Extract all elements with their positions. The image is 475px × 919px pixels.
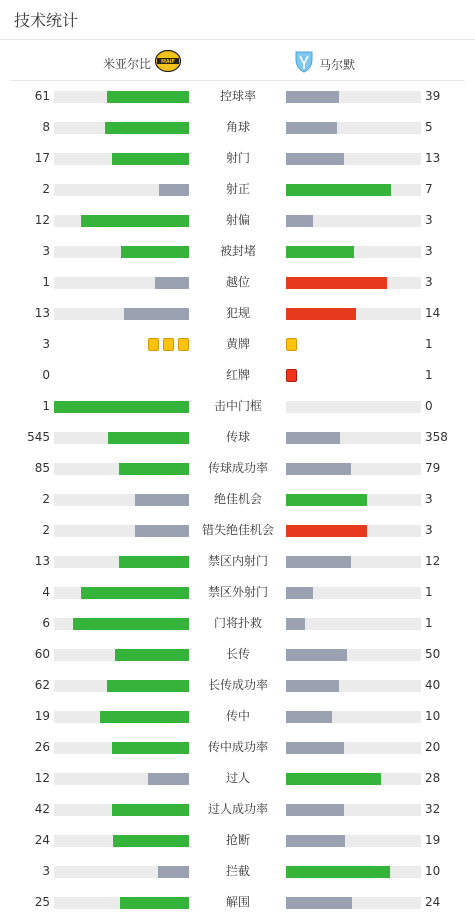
home-value: 26: [34, 740, 50, 754]
away-bar-fill: [286, 184, 391, 196]
stat-row: [0, 298, 475, 329]
away-value: 1: [425, 585, 433, 599]
home-bar-track: [54, 649, 189, 661]
away-bar-fill: [286, 556, 351, 568]
home-bar-fill: [159, 184, 189, 196]
away-bar-track: [286, 463, 421, 475]
home-value: 4: [42, 585, 50, 599]
away-bar-fill: [286, 866, 390, 878]
stat-label: 过人: [225, 771, 250, 785]
stat-label: 抢断: [225, 833, 250, 847]
away-value: 13: [425, 151, 441, 165]
away-bar-fill: [286, 711, 332, 723]
home-bar-track: [54, 587, 189, 599]
yellow-card-icon: [286, 338, 297, 351]
home-value: 2: [42, 523, 50, 537]
away-value: 12: [425, 554, 441, 568]
away-value: 20: [425, 740, 441, 754]
away-bar-fill: [286, 215, 313, 227]
away-bar-fill: [286, 835, 345, 847]
home-bar-fill: [115, 649, 189, 661]
away-bar-track: [286, 649, 421, 661]
away-value: 0: [425, 399, 433, 413]
stat-row: [0, 701, 475, 732]
home-bar-track: [54, 618, 189, 630]
home-bar-track: [54, 215, 189, 227]
stat-row: [0, 329, 475, 360]
away-bar-track: [286, 587, 421, 599]
stat-row: [0, 453, 475, 484]
away-bar-fill: [286, 804, 344, 816]
away-bar-track: [286, 432, 421, 444]
stat-row: [0, 360, 475, 391]
stat-row: [0, 391, 475, 422]
stat-row: [0, 143, 475, 174]
home-bar-fill: [81, 215, 189, 227]
away-bar-track: [286, 556, 421, 568]
away-bar-fill: [286, 897, 352, 909]
mjallby-badge-text: MAIF: [160, 59, 176, 65]
away-bar-track: [286, 122, 421, 134]
stat-row: [0, 577, 475, 608]
away-value: 1: [425, 368, 433, 382]
away-bar-track: [286, 277, 421, 289]
away-bar-track: [286, 742, 421, 754]
stat-label: 黄牌: [225, 337, 250, 351]
stat-row: [0, 608, 475, 639]
home-bar-track: [54, 91, 189, 103]
home-bar-fill: [112, 153, 189, 165]
away-cards: [286, 338, 297, 351]
yellow-card-icon: [178, 338, 189, 351]
stat-label: 传中成功率: [207, 740, 268, 754]
away-bar-fill: [286, 742, 344, 754]
stat-row: [0, 670, 475, 701]
home-bar-track: [54, 711, 189, 723]
away-bar-track: [286, 246, 421, 258]
away-bar-fill: [286, 308, 356, 320]
away-value: 5: [425, 120, 433, 134]
home-value: 0: [42, 368, 50, 382]
away-value: 3: [425, 523, 433, 537]
home-value: 8: [42, 120, 50, 134]
stat-row: [0, 422, 475, 453]
stat-label: 解围: [225, 895, 250, 909]
away-value: 3: [425, 275, 433, 289]
home-team-name: 米亚尔比: [102, 56, 151, 71]
home-team[interactable]: [103, 50, 181, 76]
away-bar-track: [286, 401, 421, 413]
home-bar-track: [54, 308, 189, 320]
home-value: 12: [34, 213, 50, 227]
home-bar-track: [54, 122, 189, 134]
away-bar-track: [286, 308, 421, 320]
away-bar-fill: [286, 463, 351, 475]
stat-label: 绝佳机会: [213, 492, 262, 506]
away-bar-fill: [286, 618, 305, 630]
away-bar-fill: [286, 773, 381, 785]
home-bar-track: [54, 184, 189, 196]
stat-label: 传球: [225, 430, 250, 444]
home-value: 42: [34, 802, 50, 816]
home-value: 1: [42, 275, 50, 289]
away-bar-track: [286, 804, 421, 816]
home-value: 17: [34, 151, 50, 165]
stat-row: [0, 825, 475, 856]
stat-label: 传中: [225, 709, 250, 723]
stat-label: 射偏: [225, 213, 250, 227]
away-bar-track: [286, 215, 421, 227]
stat-row: [0, 856, 475, 887]
away-value: 79: [425, 461, 441, 475]
stat-label: 红牌: [225, 368, 250, 382]
away-value: 3: [425, 492, 433, 506]
home-value: 62: [34, 678, 50, 692]
away-bar-fill: [286, 494, 367, 506]
away-bar-track: [286, 525, 421, 537]
mjallby-badge-icon: [155, 50, 181, 76]
away-bar-fill: [286, 587, 313, 599]
stat-label: 犯规: [225, 306, 250, 320]
away-value: 50: [425, 647, 441, 661]
away-bar-track: [286, 91, 421, 103]
stat-label: 长传: [225, 647, 250, 661]
stat-label: 禁区外射门: [207, 585, 268, 599]
away-value: 3: [425, 244, 433, 258]
home-bar-fill: [113, 835, 189, 847]
home-bar-fill: [107, 91, 189, 103]
home-bar-track: [54, 835, 189, 847]
home-bar-track: [54, 742, 189, 754]
home-bar-fill: [119, 463, 189, 475]
away-value: 1: [425, 337, 433, 351]
home-bar-fill: [135, 494, 189, 506]
home-value: 25: [34, 895, 50, 909]
away-value: 7: [425, 182, 433, 196]
home-bar-track: [54, 773, 189, 785]
away-bar-track: [286, 835, 421, 847]
home-value: 13: [34, 306, 50, 320]
home-value: 3: [42, 244, 50, 258]
stat-row: [0, 887, 475, 918]
stat-row: [0, 639, 475, 670]
home-value: 12: [34, 771, 50, 785]
away-value: 28: [425, 771, 441, 785]
away-value: 10: [425, 709, 441, 723]
stat-label: 控球率: [219, 89, 256, 103]
stat-label: 越位: [225, 275, 250, 289]
away-cards: [286, 369, 297, 382]
home-bar-fill: [158, 866, 189, 878]
home-bar-track: [54, 463, 189, 475]
stat-row: [0, 267, 475, 298]
home-bar-track: [54, 432, 189, 444]
yellow-card-icon: [163, 338, 174, 351]
home-bar-fill: [100, 711, 189, 723]
home-value: 13: [34, 554, 50, 568]
away-value: 39: [425, 89, 441, 103]
yellow-card-icon: [148, 338, 159, 351]
home-bar-fill: [120, 897, 189, 909]
away-bar-fill: [286, 277, 387, 289]
home-bar-track: [54, 556, 189, 568]
home-bar-track: [54, 897, 189, 909]
stat-row: [0, 763, 475, 794]
stat-label: 错失绝佳机会: [201, 523, 274, 537]
home-bar-fill: [124, 308, 189, 320]
stats-list: [0, 81, 475, 918]
home-value: 1: [42, 399, 50, 413]
away-bar-fill: [286, 246, 354, 258]
stat-row: [0, 546, 475, 577]
away-bar-track: [286, 618, 421, 630]
home-bar-track: [54, 277, 189, 289]
away-bar-fill: [286, 432, 340, 444]
stat-row: [0, 515, 475, 546]
home-bar-track: [54, 153, 189, 165]
stat-row: [0, 732, 475, 763]
home-value: 24: [34, 833, 50, 847]
away-bar-fill: [286, 122, 337, 134]
home-bar-fill: [119, 556, 189, 568]
away-bar-track: [286, 711, 421, 723]
home-bar-track: [54, 804, 189, 816]
red-card-icon: [286, 369, 297, 382]
home-value: 3: [42, 864, 50, 878]
stat-row: [0, 112, 475, 143]
away-bar-track: [286, 184, 421, 196]
stat-label: 过人成功率: [207, 802, 268, 816]
stat-label: 拦截: [225, 864, 250, 878]
away-bar-fill: [286, 680, 339, 692]
stat-label: 击中门框: [213, 399, 262, 413]
away-value: 32: [425, 802, 441, 816]
home-value: 61: [34, 89, 50, 103]
away-bar-fill: [286, 91, 339, 103]
home-bar-fill: [107, 680, 189, 692]
stat-row: [0, 81, 475, 112]
stat-row: [0, 484, 475, 515]
home-bar-fill: [155, 277, 189, 289]
away-bar-fill: [286, 649, 347, 661]
stat-label: 被封堵: [219, 244, 256, 258]
home-bar-fill: [54, 401, 189, 413]
away-value: 10: [425, 864, 441, 878]
home-bar-fill: [148, 773, 189, 785]
home-value: 85: [34, 461, 50, 475]
stat-label: 射门: [225, 151, 250, 165]
home-value: 2: [42, 492, 50, 506]
home-value: 3: [42, 337, 50, 351]
home-value: 545: [27, 430, 50, 444]
stat-label: 长传成功率: [207, 678, 268, 692]
away-bar-fill: [286, 525, 367, 537]
page-title: 技术统计: [14, 11, 79, 30]
away-value: 14: [425, 306, 441, 320]
home-bar-track: [54, 680, 189, 692]
home-value: 19: [34, 709, 50, 723]
home-value: 60: [34, 647, 50, 661]
header: [0, 0, 475, 40]
home-bar-fill: [121, 246, 189, 258]
home-bar-fill: [73, 618, 189, 630]
stat-label: 射正: [225, 182, 250, 196]
away-value: 1: [425, 616, 433, 630]
home-bar-track: [54, 866, 189, 878]
stat-label: 角球: [225, 120, 250, 134]
stat-row: [0, 174, 475, 205]
malmo-ff-crest-icon: [293, 50, 315, 78]
home-bar-fill: [135, 525, 189, 537]
home-value: 6: [42, 616, 50, 630]
home-bar-fill: [108, 432, 189, 444]
away-value: 40: [425, 678, 441, 692]
home-bar-track: [54, 246, 189, 258]
stat-row: [0, 236, 475, 267]
home-bar-fill: [81, 587, 189, 599]
home-bar-fill: [112, 804, 189, 816]
away-team-name: 马尔默: [319, 57, 356, 72]
away-value: 3: [425, 213, 433, 227]
away-value: 24: [425, 895, 441, 909]
stat-label: 门将扑救: [213, 616, 262, 630]
away-bar-track: [286, 897, 421, 909]
home-value: 2: [42, 182, 50, 196]
away-team[interactable]: [293, 50, 355, 78]
home-cards: [148, 338, 189, 351]
home-bar-track: [54, 401, 189, 413]
home-bar-track: [54, 525, 189, 537]
teams-header: [10, 40, 465, 81]
away-bar-track: [286, 153, 421, 165]
home-bar-fill: [105, 122, 189, 134]
away-bar-fill: [286, 153, 344, 165]
away-bar-track: [286, 494, 421, 506]
away-value: 358: [425, 430, 448, 444]
stat-label: 禁区内射门: [207, 554, 268, 568]
home-bar-fill: [112, 742, 189, 754]
stat-row: [0, 794, 475, 825]
home-bar-track: [54, 494, 189, 506]
away-bar-track: [286, 773, 421, 785]
away-bar-track: [286, 866, 421, 878]
stat-row: [0, 205, 475, 236]
stat-label: 传球成功率: [207, 461, 268, 475]
away-value: 19: [425, 833, 441, 847]
away-bar-track: [286, 680, 421, 692]
